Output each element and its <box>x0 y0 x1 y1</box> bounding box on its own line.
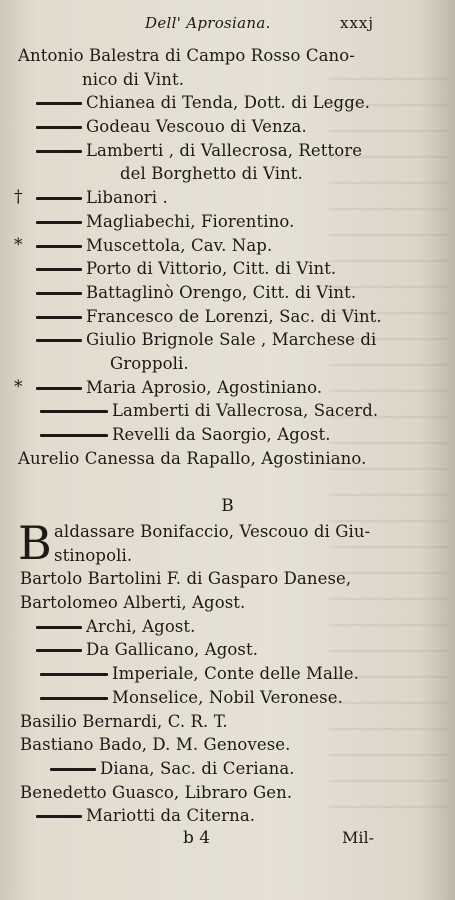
ditto-dash <box>36 387 82 390</box>
list-item <box>0 804 455 828</box>
ditto-dash <box>36 339 82 342</box>
entry-text: Diana, Sac. di Ceriana. <box>100 758 295 778</box>
ditto-dash <box>36 150 82 153</box>
entry-text: Imperiale, Conte delle Malle. <box>112 664 359 684</box>
list-item <box>0 686 455 710</box>
ditto-dash <box>36 245 82 248</box>
entry-text: Giulio Brignole Sale , Marchese di <box>86 330 377 350</box>
list-item <box>0 328 455 352</box>
list-item <box>0 139 455 163</box>
entry-text: Porto di Vittorio, Citt. di Vint. <box>86 259 337 279</box>
ditto-dash <box>36 221 82 224</box>
list-item <box>0 567 455 591</box>
ditto-dash <box>36 649 82 652</box>
list-item <box>0 615 455 639</box>
entry-text: Benedetto Guasco, Libraro Gen. <box>20 782 293 802</box>
entry-text: Godeau Vescouo di Venza. <box>86 117 307 137</box>
section-heading-b: B <box>221 496 234 516</box>
catchword: Mil- <box>342 828 375 847</box>
entry-marker: * <box>14 376 23 397</box>
double-ditto-dash <box>40 410 108 413</box>
ditto-dash <box>36 268 82 271</box>
list-item <box>0 710 455 734</box>
entry-text: Battaglinò Orengo, Citt. di Vint. <box>86 282 357 302</box>
entry-text: Chianea di Tenda, Dott. di Legge. <box>86 93 371 113</box>
entry-text: Antonio Balestra di Campo Rosso Cano- <box>18 46 355 65</box>
folio-number: xxxj <box>340 14 375 32</box>
entry-text: Bastiano Bado, D. M. Genovese. <box>20 735 291 755</box>
list-item <box>0 423 455 447</box>
entry-text: Lamberti , di Vallecrosa, Rettore <box>86 140 363 160</box>
entry-text: Revelli da Saorgio, Agost. <box>112 425 331 444</box>
entry-text: Libanori . <box>86 188 168 208</box>
list-item <box>0 399 455 423</box>
list-item <box>0 591 455 615</box>
list-item <box>0 91 455 115</box>
entry-text: nico di Vint. <box>82 69 185 89</box>
drop-cap: B <box>18 516 52 570</box>
signature-mark: b 4 <box>183 828 211 848</box>
entry-text: Groppoli. <box>110 353 189 373</box>
list-item <box>0 544 455 568</box>
list-item <box>0 210 455 234</box>
list-item <box>0 115 455 139</box>
entries-list-a <box>0 44 455 470</box>
list-item <box>0 447 455 471</box>
list-item <box>0 781 455 805</box>
list-item <box>0 352 455 376</box>
list-item <box>0 186 455 210</box>
list-item <box>0 638 455 662</box>
list-item <box>0 281 455 305</box>
entry-text: Muscettola, Cav. Nap. <box>86 235 273 255</box>
entries-list-b <box>0 516 455 828</box>
double-ditto-dash <box>40 697 108 700</box>
entry-text: Basilio Bernardi, C. R. T. <box>20 711 228 731</box>
ditto-dash <box>36 102 82 105</box>
entry-text: aldassare Bonifaccio, Vescouo di Giu- <box>54 522 371 541</box>
running-head: Dell' Aprosiana. <box>145 14 271 32</box>
page-footer <box>0 828 455 854</box>
entry-text: Lamberti di Vallecrosa, Sacerd. <box>112 401 379 421</box>
entry-text: Monselice, Nobil Veronese. <box>112 687 343 707</box>
ditto-dash <box>36 626 82 629</box>
entry-text: Aurelio Canessa da Rapallo, Agostiniano. <box>18 448 367 468</box>
list-item <box>0 520 455 544</box>
entry-marker: * <box>14 234 23 255</box>
ditto-dash <box>36 197 82 200</box>
ditto-dash <box>36 316 82 319</box>
entry-text: Mariotti da Citerna. <box>86 806 256 826</box>
list-item <box>0 305 455 329</box>
ditto-dash <box>50 768 96 771</box>
list-item <box>0 733 455 757</box>
page-header <box>0 14 455 38</box>
entry-text: Bartolomeo Alberti, Agost. <box>20 593 246 613</box>
list-item <box>0 68 455 92</box>
entry-text: Bartolo Bartolini F. di Gasparo Danese, <box>20 569 352 589</box>
entry-text: Archi, Agost. <box>86 616 196 636</box>
list-item <box>0 376 455 400</box>
list-item <box>0 257 455 281</box>
entry-text: Da Gallicano, Agost. <box>86 640 259 660</box>
entry-text: Magliabechi, Fiorentino. <box>86 211 295 231</box>
entry-text: Francesco de Lorenzi, Sac. di Vint. <box>86 306 382 326</box>
entry-text: Maria Aprosio, Agostiniano. <box>86 377 323 397</box>
list-item <box>0 662 455 686</box>
entry-text: del Borghetto di Vint. <box>120 164 303 184</box>
list-item <box>0 234 455 258</box>
list-item <box>0 757 455 781</box>
list-item <box>0 44 455 68</box>
entry-marker: † <box>14 187 23 208</box>
ditto-dash <box>36 815 82 818</box>
ditto-dash <box>36 126 82 129</box>
double-ditto-dash <box>40 673 108 676</box>
list-item <box>0 162 455 186</box>
double-ditto-dash <box>40 434 108 437</box>
ditto-dash <box>36 292 82 295</box>
entry-text: stinopoli. <box>54 545 133 565</box>
